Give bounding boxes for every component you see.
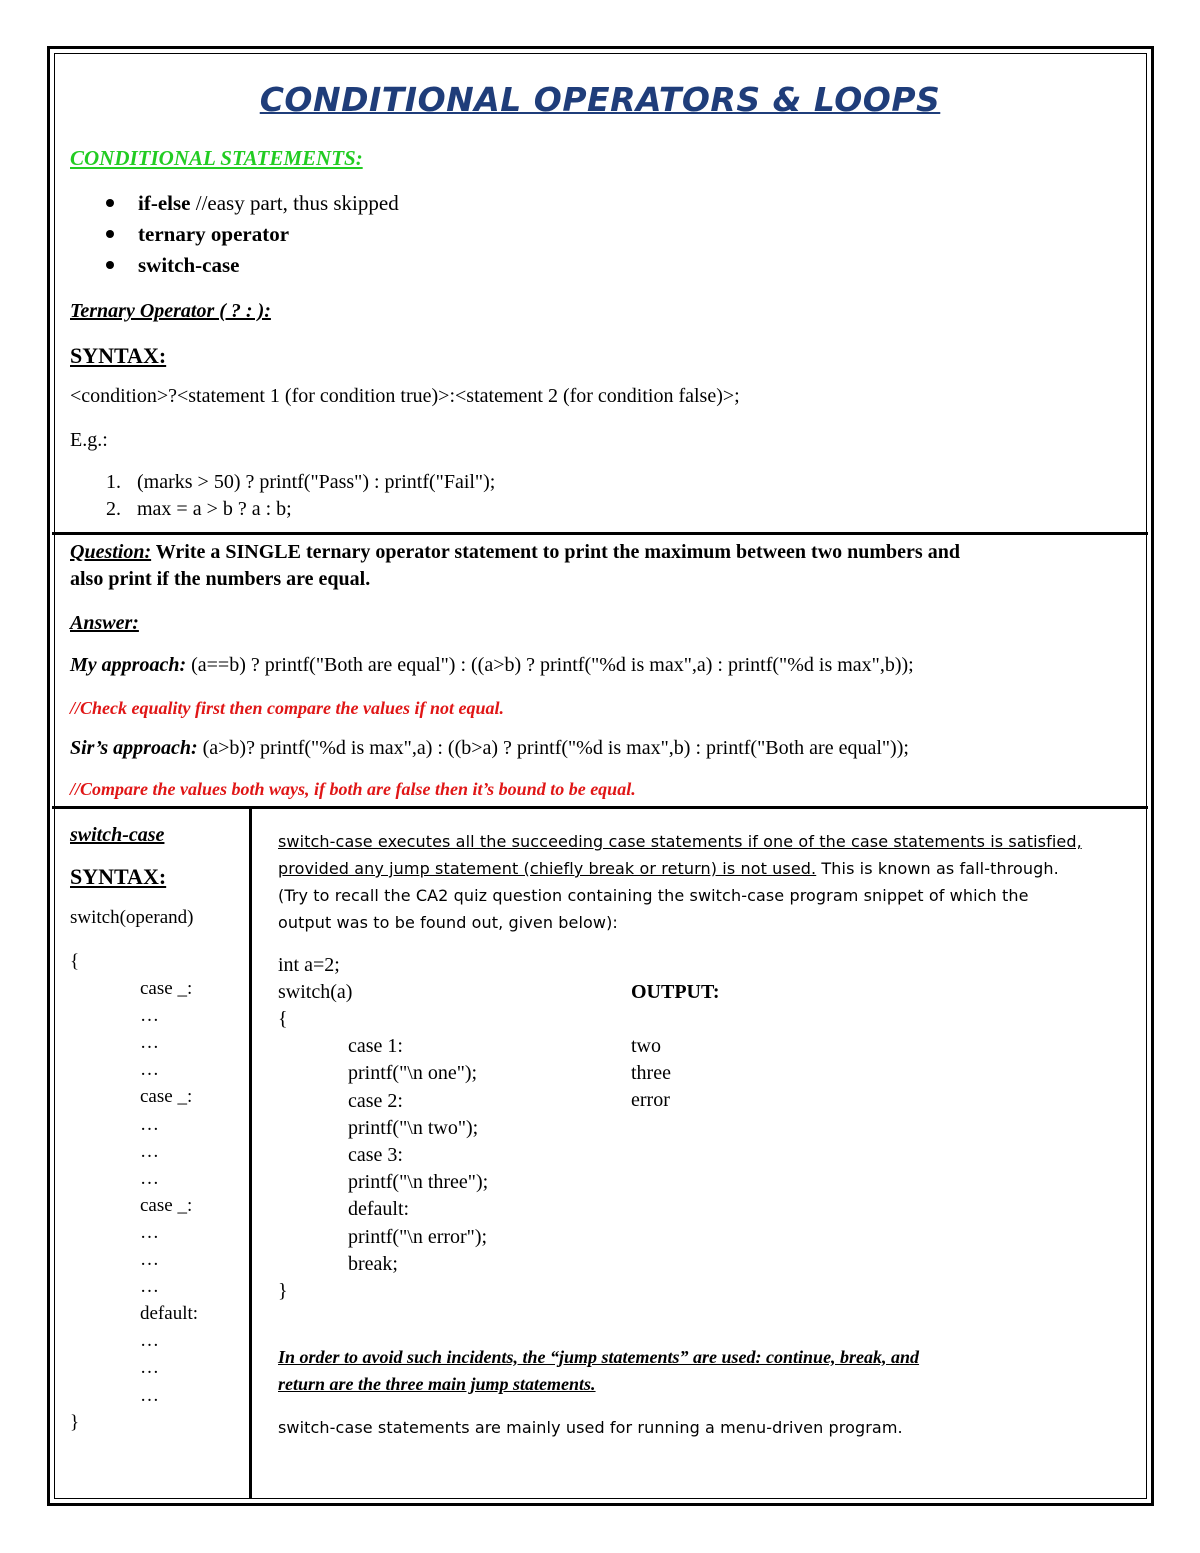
switch-syntax-line: …	[140, 1330, 159, 1352]
switch-line: switch(operand)	[70, 907, 194, 928]
bullet-item: ternary operator	[106, 222, 289, 247]
my-approach-note: //Check equality first then compare the values if not equal.	[70, 698, 504, 718]
question-label: Question:	[70, 541, 152, 563]
switch-syntax-line: …	[140, 1167, 159, 1189]
switch-syntax-line: …	[140, 1276, 159, 1298]
code-line: default:	[348, 1198, 410, 1221]
code-line: case 2:	[348, 1089, 403, 1112]
code-line: printf("\n error");	[348, 1225, 488, 1248]
code-line: printf("\n two");	[348, 1116, 479, 1139]
switch-syntax-label: SYNTAX:	[70, 864, 167, 889]
divider-1	[52, 532, 1148, 535]
fallthrough-para-line4: output was to be found out, given below):	[278, 913, 618, 932]
syntax-label: SYNTAX:	[70, 343, 167, 368]
page-title: CONDITIONAL OPERATORS & LOOPS	[259, 80, 941, 119]
bullet-item: switch-case	[106, 253, 239, 278]
code-line: break;	[348, 1252, 398, 1275]
code-line: }	[278, 1280, 288, 1302]
fallthrough-para-line3: (Try to recall the CA2 quiz question containing the switch-case program snippet of which the	[278, 886, 1029, 905]
code-line: printf("\n one");	[348, 1062, 478, 1085]
switch-syntax-line: case _:	[140, 1086, 193, 1108]
switch-syntax-line: …	[140, 1221, 159, 1243]
output-line: error	[631, 1089, 670, 1111]
menu-driven-line: switch-case statements are mainly used for running a menu-driven program.	[278, 1418, 903, 1437]
bullet-item: if-else //easy part, thus skipped	[106, 191, 399, 216]
switch-syntax-line: …	[140, 1140, 159, 1162]
ternary-syntax: <condition>?<statement 1 (for condition true)>:<statement 2 (for condition false)>;	[70, 385, 740, 407]
bullet-icon	[106, 261, 114, 269]
close-brace: }	[70, 1412, 80, 1433]
my-approach: My approach: (a==b) ? printf("Both are equal") : ((a>b) ? printf("%d is max",a) : printf("%d is max",b));	[70, 654, 914, 676]
fallthrough-para-line2: provided any jump statement (chiefly break or return) is not used. This is known as fall-through.	[278, 859, 1059, 878]
fallthrough-para-line1: switch-case executes all the succeeding case statements if one of the case statements is satisfied,	[278, 832, 1082, 851]
example-item: 2. max = a > b ? a : b;	[106, 498, 292, 520]
code-line: switch(a)	[278, 981, 353, 1003]
switch-syntax-line: …	[140, 1113, 159, 1135]
output-line: two	[631, 1035, 661, 1057]
jump-statements-line2: return are the three main jump statements.	[278, 1374, 596, 1394]
switch-syntax-line: …	[140, 1032, 159, 1054]
code-line: printf("\n three");	[348, 1171, 489, 1194]
example-label: E.g.:	[70, 429, 108, 451]
switch-syntax-line: …	[140, 1249, 159, 1270]
example-item: 1. (marks > 50) ? printf("Pass") : printf("Fail");	[106, 471, 496, 493]
switch-syntax-line: …	[140, 1384, 159, 1406]
switch-syntax-line: case _:	[140, 978, 193, 999]
column-divider	[249, 808, 252, 1498]
code-line: case 1:	[348, 1035, 403, 1058]
code-line: {	[278, 1008, 288, 1030]
bullet-icon	[106, 230, 114, 238]
switch-syntax-line: case _:	[140, 1194, 193, 1216]
sir-approach: Sir’s approach: (a>b)? printf("%d is max",a) : ((b>a) ? printf("%d is max",b) : printf("Both are equal"));	[70, 737, 909, 759]
question-text-line2: also print if the numbers are equal.	[70, 568, 371, 590]
switch-syntax-line: …	[140, 1059, 159, 1081]
jump-statements-line1: In order to avoid such incidents, the “jump statements” are used: continue, break, and	[278, 1347, 920, 1367]
question-text: Question: Write a SINGLE ternary operator statement to print the maximum between two numbers and	[70, 541, 960, 563]
output-line: three	[631, 1062, 671, 1084]
switch-syntax-line: default:	[140, 1303, 199, 1325]
answer-label: Answer:	[70, 612, 139, 634]
code-line: int a=2;	[278, 954, 340, 976]
switch-syntax-line: …	[140, 1357, 159, 1379]
ternary-heading: Ternary Operator ( ? : ):	[70, 300, 271, 322]
code-line: case 3:	[348, 1144, 403, 1166]
bullet-icon	[106, 199, 114, 207]
open-brace: {	[70, 951, 80, 972]
conditional-heading: CONDITIONAL STATEMENTS:	[70, 146, 363, 170]
divider-2	[52, 806, 1148, 809]
switch-heading: switch-case	[70, 824, 165, 846]
sir-approach-note: //Compare the values both ways, if both are false then it’s bound to be equal.	[70, 779, 636, 799]
output-label: OUTPUT:	[631, 981, 720, 1003]
switch-syntax-line: …	[140, 1005, 159, 1027]
